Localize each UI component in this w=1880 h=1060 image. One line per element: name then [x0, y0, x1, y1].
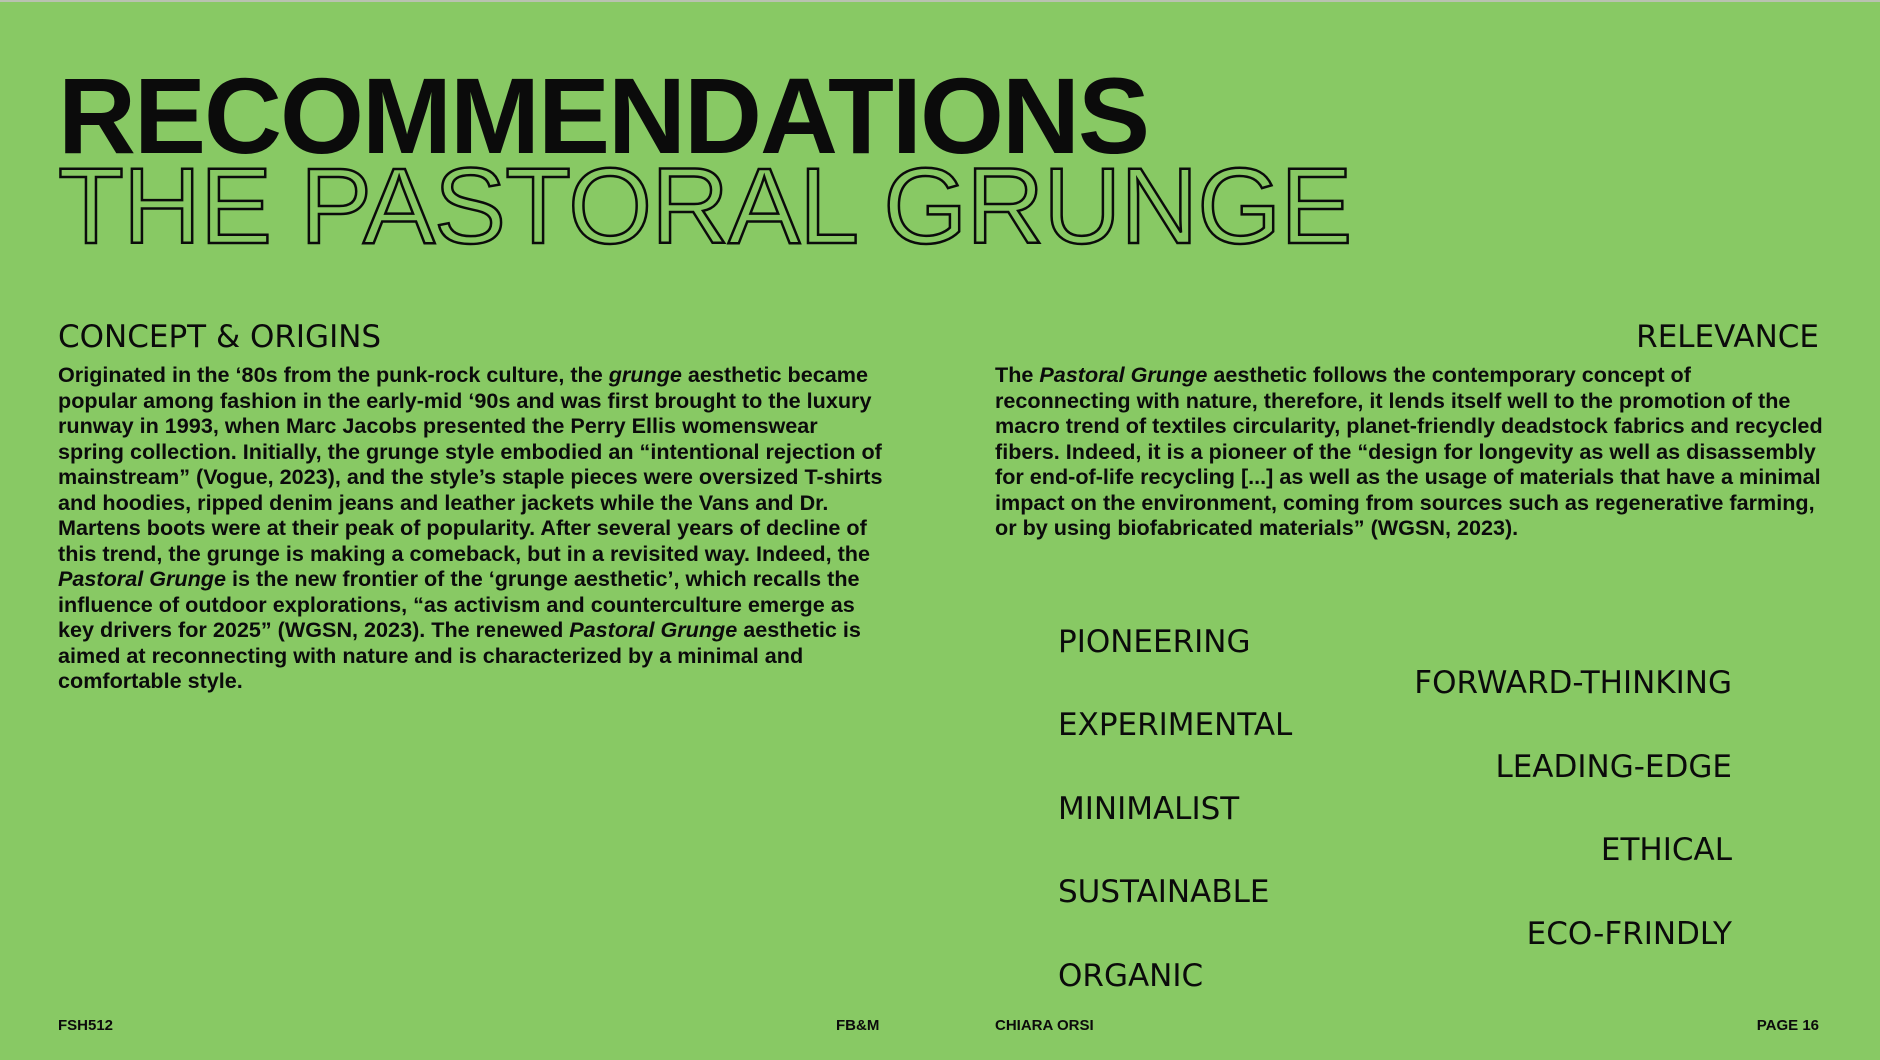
relevance-heading: RELEVANCE — [1636, 319, 1819, 355]
footer-course-code: FSH512 — [58, 1017, 114, 1034]
keyword-forward-thinking: FORWARD-THINKING — [1414, 665, 1732, 701]
concept-text-4: aesthetic is aimed at reconnecting with nature and is characterized by a minimal and comfortable style. — [58, 617, 861, 693]
concept-paragraph — [58, 362, 888, 694]
keyword-sustainable: SUSTAINABLE — [1058, 874, 1270, 910]
keyword-ethical: ETHICAL — [1600, 832, 1732, 868]
relevance-text-2: aesthetic follows the contemporary concept of reconnecting with nature, therefore, it lends itself well to the promotion of the macro trend of textiles circularity, planet-friendly deadstock fabrics and recycled fibers. Indeed, it is a pioneer of the “design for longevity as well as disassembly for end-of-life recycling [...] as well as the usage of materials that have a minimal impact on the environment, coming from sources such as regenerative farming, or by using biofabricated materials” (WGSN, 2023). — [995, 362, 1823, 540]
concept-italic-pastoral-grunge-2: Pastoral Grunge — [569, 617, 738, 642]
concept-text-1: Originated in the ‘80s from the punk-rock culture, the — [58, 362, 609, 387]
concept-heading: CONCEPT & ORIGINS — [58, 319, 382, 355]
concept-italic-pastoral-grunge-1: Pastoral Grunge — [58, 566, 226, 591]
relevance-italic-pastoral-grunge: Pastoral Grunge — [1039, 362, 1208, 387]
keyword-minimalist: MINIMALIST — [1058, 791, 1240, 827]
footer-page-number: PAGE 16 — [1756, 1017, 1819, 1034]
concept-text-2: aesthetic became popular among fashion in the early-mid ‘90s and was first brought to the luxury runway in 1993, when Marc Jacobs presented the Perry Ellis womenswear spring collection. Initially, the grunge style embodied an “intentional rejection of mainstream” (Vogue, 2023), and the style’s staple pieces were oversized T-shirts and hoodies, ripped denim jeans and leather jackets while the Vans and Dr. Martens boots were at their peak of popularity. After several years of decline of this trend, the grunge is making a comeback, but in a revisited way. Indeed, the — [58, 362, 883, 566]
keyword-pioneering: PIONEERING — [1058, 624, 1251, 660]
page-subtitle: THE PASTORAL GRUNGE — [58, 145, 1352, 266]
page-title: RECOMMENDATIONS — [58, 55, 1148, 176]
footer-author: CHIARA ORSI — [995, 1017, 1094, 1034]
keyword-experimental: EXPERIMENTAL — [1058, 707, 1293, 743]
concept-text-3: is the new frontier of the ‘grunge aesthetic’, which recalls the influence of outdoor explorations, “as activism and counterculture emerge as key drivers for 2025” (WGSN, 2023). The renewed — [58, 566, 860, 642]
top-border-line — [0, 0, 1880, 2]
keyword-eco-friendly: ECO-FRINDLY — [1526, 916, 1732, 952]
relevance-text-1: The — [995, 362, 1040, 387]
concept-italic-grunge: grunge — [608, 362, 682, 387]
footer-course-name: FB&M — [836, 1017, 880, 1034]
keyword-leading-edge: LEADING-EDGE — [1495, 749, 1732, 785]
keyword-organic: ORGANIC — [1058, 958, 1204, 994]
relevance-paragraph — [995, 362, 1825, 541]
